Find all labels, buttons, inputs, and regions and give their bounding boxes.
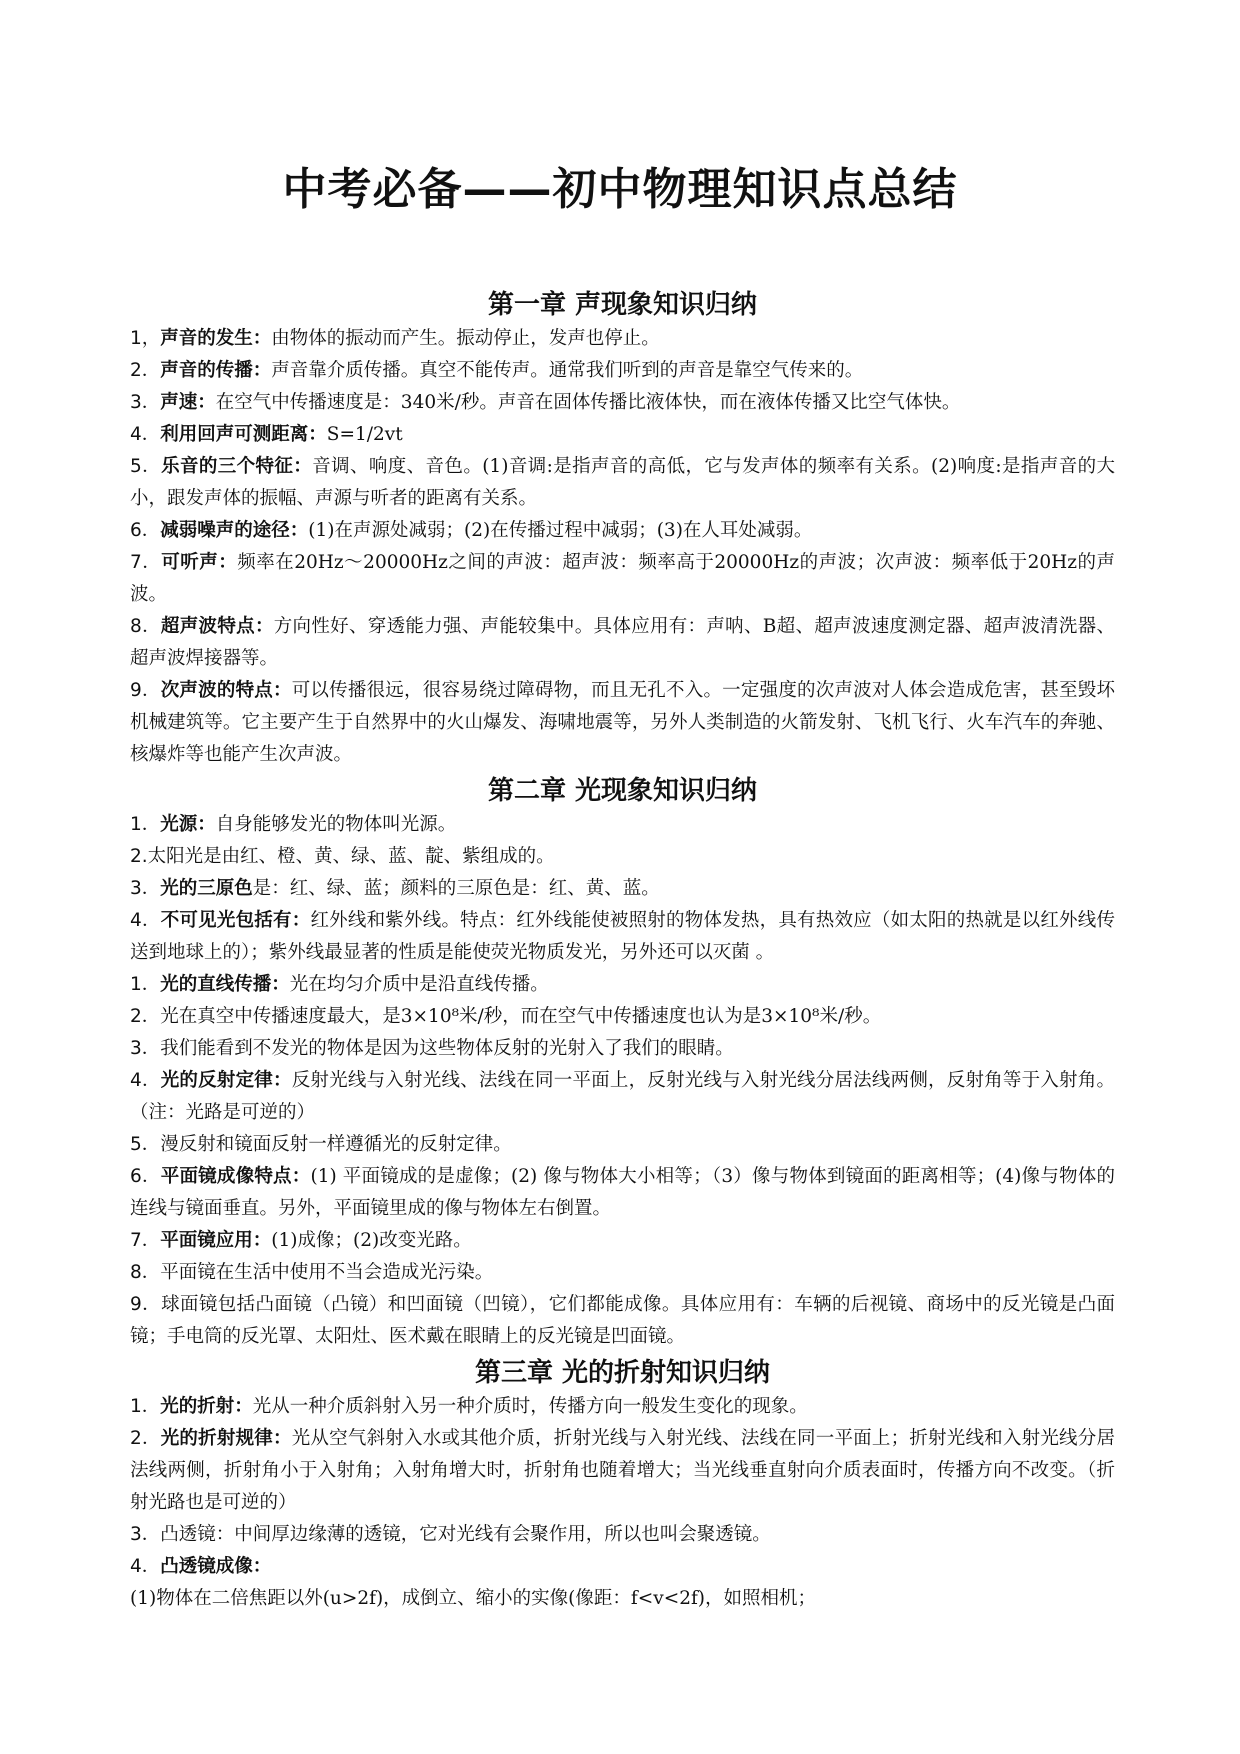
item-keyword: 光的折射：: [160, 1396, 253, 1417]
item-number: 4．: [130, 424, 161, 445]
list-item: [130, 969, 1115, 1001]
list-item: [130, 1257, 1115, 1289]
item-number: 1，: [130, 328, 161, 349]
item-text: 凸透镜：中间厚边缘薄的透镜，它对光线有会聚作用，所以也叫会聚透镜。: [160, 1524, 771, 1545]
item-keyword: 平面镜成像特点：: [160, 1166, 311, 1187]
item-text: 是：红、绿、蓝；颜料的三原色是：红、黄、蓝。: [252, 878, 660, 899]
item-number: 9．: [130, 1294, 162, 1315]
list-item: [130, 841, 1115, 873]
item-keyword: 凸透镜成像：: [160, 1556, 272, 1577]
item-number: 3．: [130, 392, 161, 413]
item-number: 6．: [130, 520, 161, 541]
item-text: 光在真空中传播速度最大，是3×10⁸米/秒，而在空气中传播速度也认为是3×10⁸米/秒。: [160, 1006, 882, 1027]
item-text: 我们能看到不发光的物体是因为这些物体反射的光射入了我们的眼睛。: [160, 1038, 734, 1059]
list-item: [130, 419, 1115, 451]
item-number: 2．: [130, 1006, 161, 1027]
list-item: [130, 1033, 1115, 1065]
list-item: [130, 1001, 1115, 1033]
list-item: [130, 1129, 1115, 1161]
item-keyword: 光的三原色: [160, 878, 253, 899]
item-number: 7．: [130, 552, 162, 573]
list-item: [130, 1065, 1115, 1129]
item-text: 漫反射和镜面反射一样遵循光的反射定律。: [160, 1134, 512, 1155]
item-text: 由物体的振动而产生。振动停止，发声也停止。: [271, 328, 660, 349]
item-number: 4．: [130, 1070, 161, 1091]
list-item: [130, 873, 1115, 905]
list-item: [130, 1519, 1115, 1551]
list-item: [130, 611, 1115, 675]
item-text: 太阳光是由红、橙、黄、绿、蓝、靛、紫组成的。: [147, 846, 555, 867]
item-text: 平面镜在生活中使用不当会造成光污染。: [160, 1262, 494, 1283]
item-text: 光从空气斜射入水或其他介质，折射光线与入射光线、法线在同一平面上；折射光线和入射光线分居法线两侧，折射角小于入射角；入射角增大时，折射角也随着增大；当光线垂直射向介质表面时，传播方向不改变。（折射光路也是可逆的）: [130, 1428, 1115, 1513]
item-number: 7．: [130, 1230, 161, 1251]
item-keyword: 光的直线传播：: [160, 974, 290, 995]
item-text: (1) 平面镜成的是虚像；(2) 像与物体大小相等；（3）像与物体到镜面的距离相等；(4)像与物体的连线与镜面垂直。另外，平面镜里成的像与物体左右倒置。: [130, 1166, 1115, 1219]
item-number: 1．: [130, 814, 161, 835]
item-text: 红外线和紫外线。特点：红外线能使被照射的物体发热，具有热效应（如太阳的热就是以红外线传送到地球上的）；紫外线最显著的性质是能使荧光物质发光，另外还可以灭菌 。: [130, 910, 1115, 963]
list-item: [130, 1289, 1115, 1353]
item-text: 可以传播很远，很容易绕过障碍物，而且无孔不入。一定强度的次声波对人体会造成危害，甚至毁坏机械建筑等。它主要产生于自然界中的火山爆发、海啸地震等，另外人类制造的火箭发射、飞机飞行、火车汽车的奔驰、核爆炸等也能产生次声波。: [130, 680, 1115, 765]
document-title: 中考必备——初中物理知识点总结: [282, 164, 958, 215]
item-keyword: 声音的传播：: [160, 360, 272, 381]
item-text: 在空气中传播速度是：340米/秒。声音在固体传播比液体快，而在液体传播又比空气体快。: [215, 392, 961, 413]
item-text: (1)在声源处减弱；(2)在传播过程中减弱；(3)在人耳处减弱。: [308, 520, 813, 541]
chapter-heading: 第二章 光现象知识归纳: [487, 776, 758, 806]
item-keyword: 减弱噪声的途径：: [160, 520, 309, 541]
item-keyword: 次声波的特点：: [160, 680, 292, 701]
item-number: 5．: [130, 1134, 161, 1155]
item-number: 1．: [130, 1396, 161, 1417]
list-item: [130, 323, 1115, 355]
list-item: [130, 809, 1115, 841]
item-keyword: 光源：: [160, 814, 216, 835]
item-keyword: 超声波特点：: [160, 616, 274, 637]
item-number: 3．: [130, 1038, 161, 1059]
list-item: [130, 1161, 1115, 1225]
list-item: [130, 675, 1115, 771]
item-number: 1．: [130, 974, 161, 995]
list-item: [130, 355, 1115, 387]
item-number: 4．: [130, 1556, 161, 1577]
chapter-heading: 第三章 光的折射知识归纳: [474, 1358, 771, 1388]
list-item: [130, 1423, 1115, 1519]
item-number: 8．: [130, 1262, 161, 1283]
item-number: 3．: [130, 878, 161, 899]
item-text: 反射光线与入射光线、法线在同一平面上，反射光线与入射光线分居法线两侧，反射角等于入射角。（注：光路是可逆的）: [130, 1070, 1115, 1123]
item-number: 6．: [130, 1166, 161, 1187]
document-body: [130, 285, 1115, 1615]
item-text: 光从一种介质斜射入另一种介质时，传播方向一般发生变化的现象。: [252, 1396, 808, 1417]
item-keyword: 声音的发生：: [160, 328, 272, 349]
item-keyword: 可听声：: [161, 552, 238, 573]
list-item: [130, 515, 1115, 547]
list-item: [130, 1583, 1115, 1615]
item-number: 2．: [130, 360, 161, 381]
item-text: 音调、响度、音色。(1)音调:是指声音的高低，它与发声体的频率有关系。(2)响度:是指声音的大小，跟发声体的振幅、声源与听者的距离有关系。: [130, 456, 1115, 509]
item-number: 8．: [130, 616, 161, 637]
item-number: 2.: [130, 846, 148, 867]
item-number: 9．: [130, 680, 161, 701]
item-text: 声音靠介质传播。真空不能传声。通常我们听到的声音是靠空气传来的。: [271, 360, 864, 381]
item-keyword: 声速：: [160, 392, 216, 413]
list-item: [130, 547, 1115, 611]
list-item: [130, 1551, 1115, 1583]
item-text: 方向性好、穿透能力强、声能较集中。具体应用有：声呐、B超、超声波速度测定器、超声波清洗器、超声波焊接器等。: [130, 616, 1115, 669]
item-text: (1)成像；(2)改变光路。: [271, 1230, 472, 1251]
item-text: S=1/2vt: [326, 424, 403, 445]
list-item: [130, 905, 1115, 969]
item-text: 频率在20Hz～20000Hz之间的声波：超声波：频率高于20000Hz的声波；次声波：频率低于20Hz的声波。: [130, 552, 1115, 605]
item-number: 2．: [130, 1428, 161, 1449]
item-keyword: 不可见光包括有：: [160, 910, 311, 931]
item-text: 光在均匀介质中是沿直线传播。: [289, 974, 549, 995]
item-number: 5．: [130, 456, 162, 477]
item-keyword: 乐音的三个特征：: [161, 456, 313, 477]
item-number: 3．: [130, 1524, 161, 1545]
list-item: [130, 1391, 1115, 1423]
item-keyword: 平面镜应用：: [160, 1230, 272, 1251]
item-number: 4．: [130, 910, 161, 931]
chapter-heading: 第一章 声现象知识归纳: [487, 290, 758, 320]
item-text: 球面镜包括凸面镜（凸镜）和凹面镜（凹镜），它们都能成像。具体应用有：车辆的后视镜、商场中的反光镜是凸面镜；手电筒的反光罩、太阳灶、医术戴在眼睛上的反光镜是凹面镜。: [130, 1294, 1115, 1347]
item-text: 自身能够发光的物体叫光源。: [215, 814, 457, 835]
item-keyword: 利用回声可测距离：: [160, 424, 327, 445]
list-item: [130, 451, 1115, 515]
item-keyword: 光的反射定律：: [160, 1070, 292, 1091]
item-text: (1)物体在二倍焦距以外(u>2f)，成倒立、缩小的实像(像距：f<v<2f)，如照相机；: [130, 1588, 817, 1609]
list-item: [130, 387, 1115, 419]
item-keyword: 光的折射规律：: [160, 1428, 292, 1449]
list-item: [130, 1225, 1115, 1257]
